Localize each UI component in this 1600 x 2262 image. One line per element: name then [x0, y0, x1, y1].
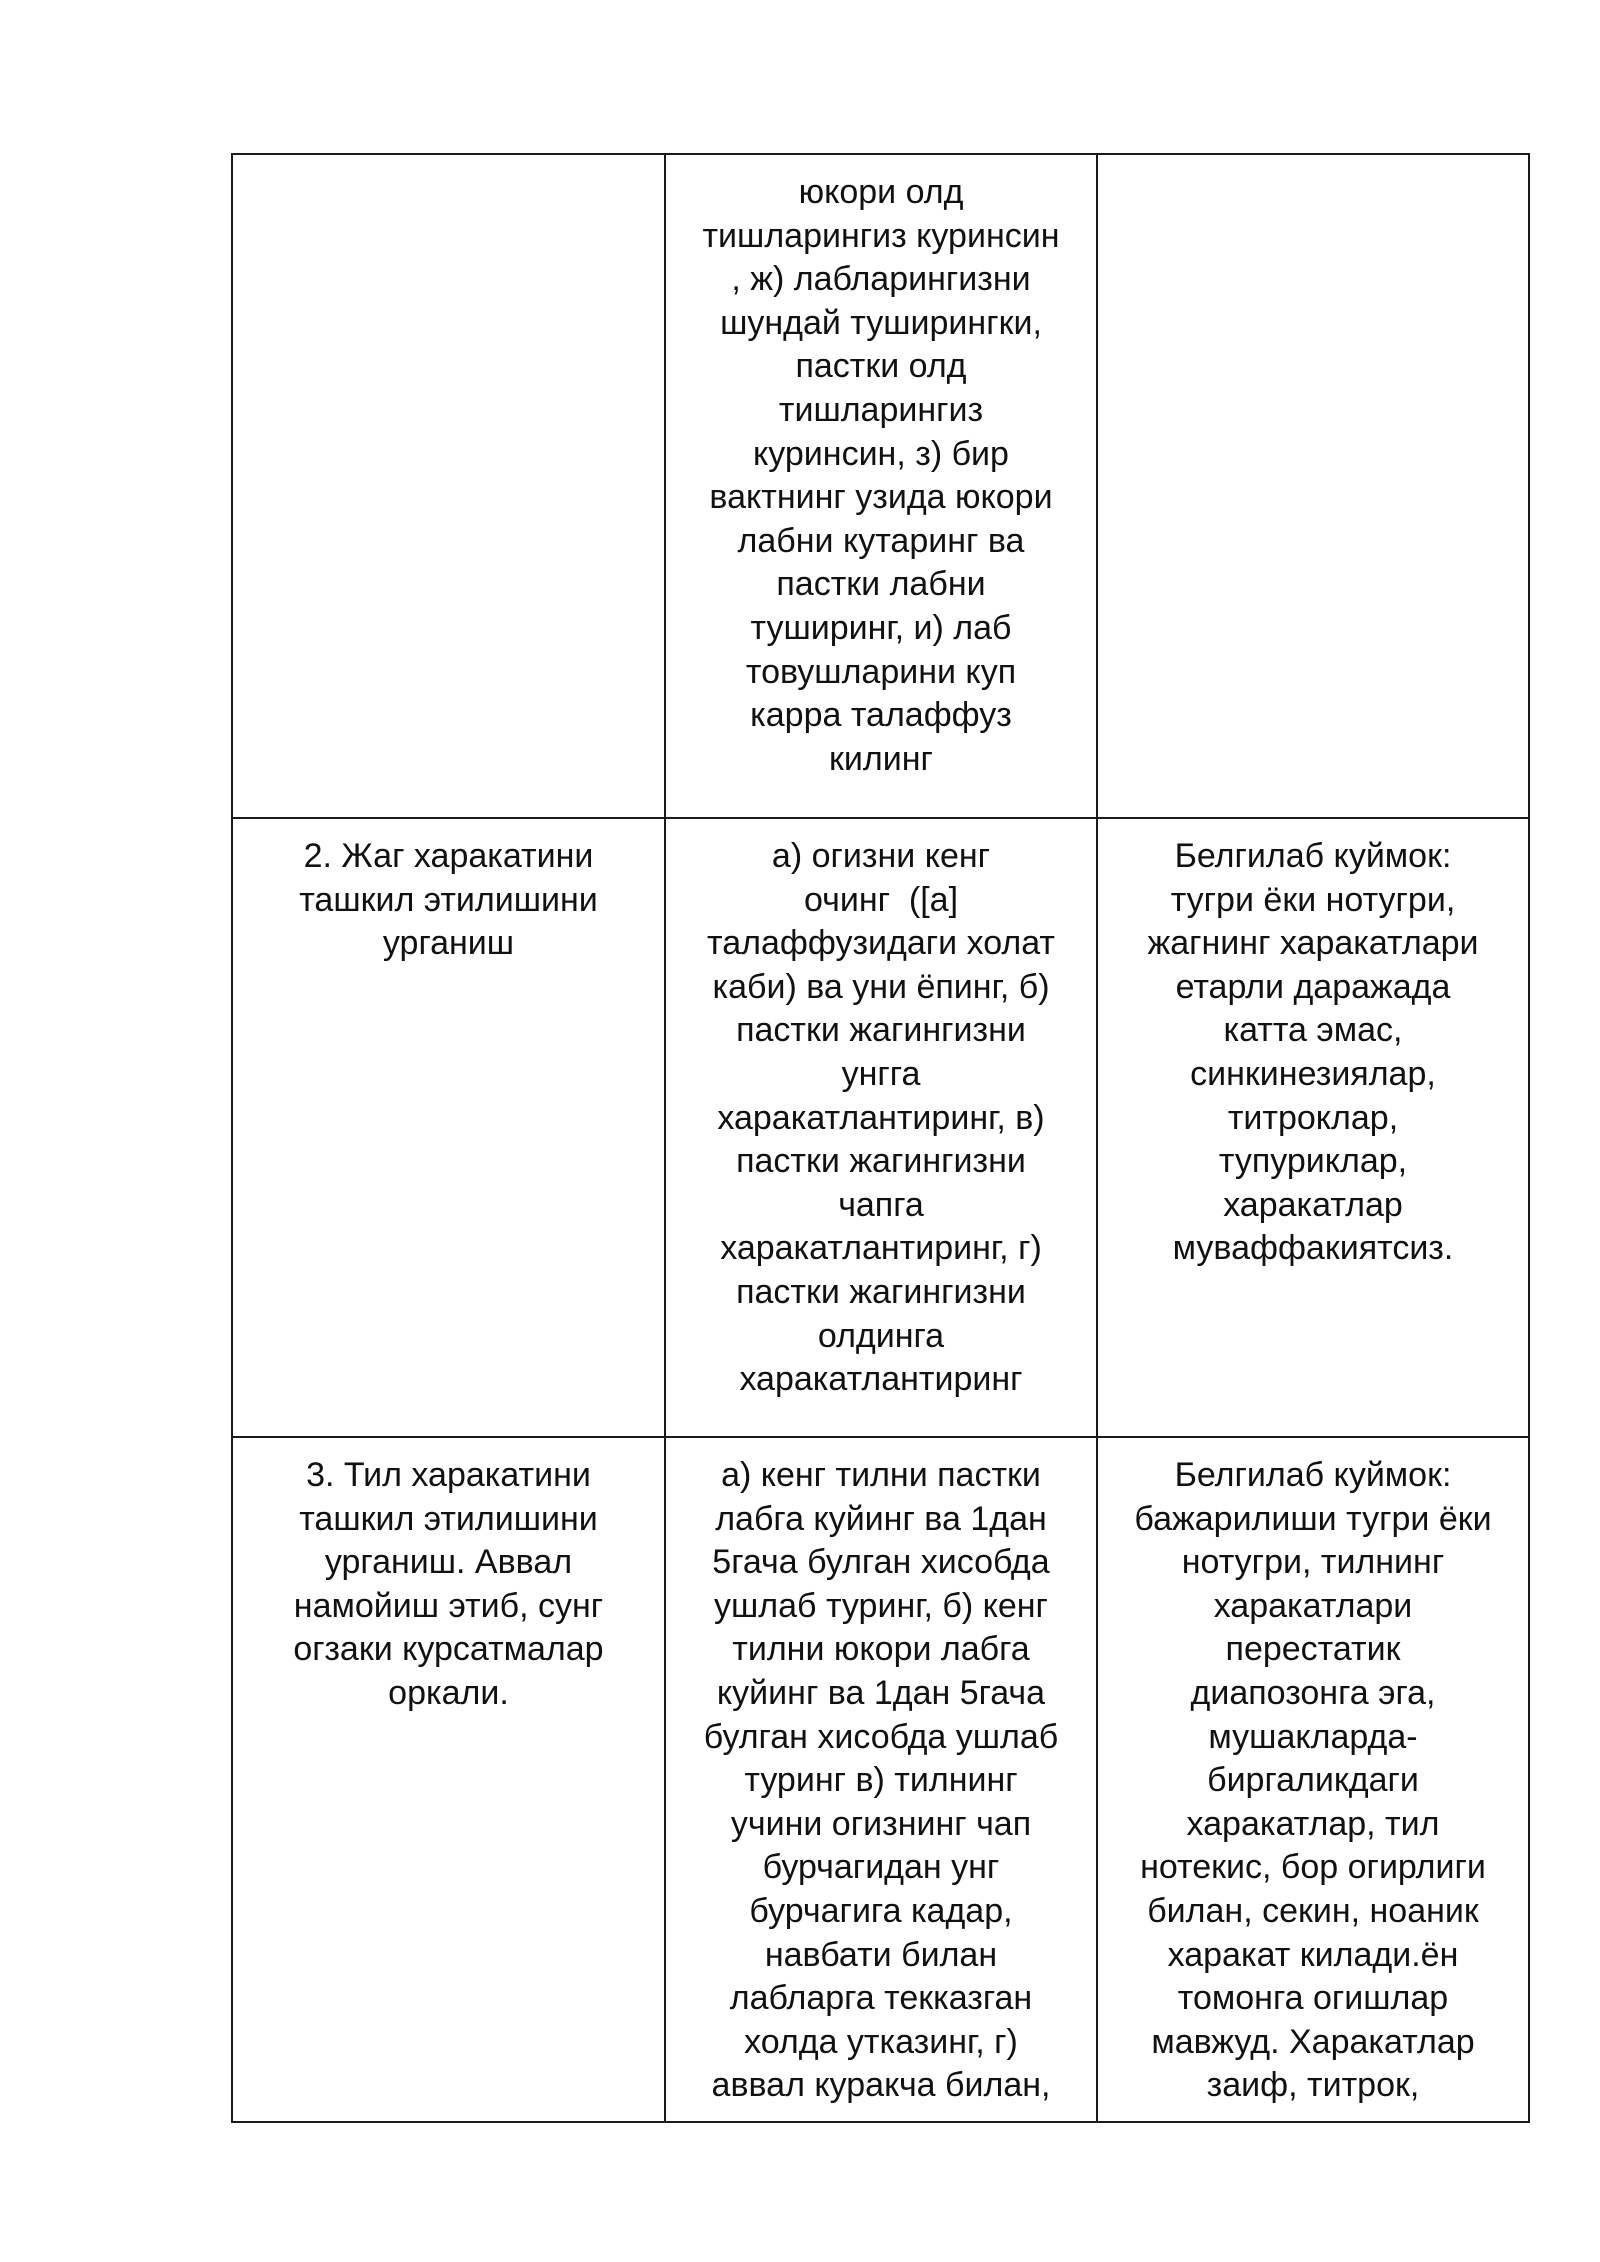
- cell-line: заиф, титрок,: [1206, 2066, 1420, 2105]
- assessment-table: [231, 153, 1530, 2123]
- cell-line: учини огизнинг чап: [730, 1804, 1032, 1843]
- cell-line: булган хисобда ушлаб: [703, 1717, 1059, 1756]
- cell-line: муваффакиятсиз.: [1172, 1229, 1454, 1268]
- cell-line: етарли даражада: [1175, 967, 1451, 1006]
- cell-line: каби) ва уни ёпинг, б): [712, 967, 1050, 1006]
- cell-line: куйинг ва 1дан 5гача: [716, 1673, 1046, 1712]
- cell-line: очинг ([а]: [803, 880, 959, 919]
- cell-line: харакатлар: [1223, 1185, 1403, 1224]
- cell-line: олдинга: [817, 1316, 945, 1355]
- cell-line: тишларингиз: [778, 390, 984, 429]
- cell-line: Белгилаб куймок:: [1174, 837, 1452, 875]
- cell-line: 3. Тил харакатини: [306, 1456, 591, 1494]
- instruction-cell: [665, 1437, 1097, 2122]
- cell-line: харакатлантиринг, в): [717, 1098, 1045, 1137]
- cell-line: ташкил этилишини: [299, 880, 598, 919]
- cell-line: титроклар,: [1227, 1098, 1399, 1137]
- cell-line: пастки жагингизни: [736, 1011, 1026, 1050]
- cell-line: пастки олд: [795, 347, 967, 386]
- cell-line: харакатлантиринг: [739, 1360, 1023, 1399]
- cell-line: катта эмас,: [1223, 1011, 1403, 1050]
- cell-line: урганиш: [382, 924, 515, 963]
- cell-line: лабга куйинг ва 1дан: [715, 1499, 1047, 1538]
- cell-line: туширинг, и) лаб: [750, 608, 1012, 647]
- cell-line: бурчагидан унг: [762, 1848, 1000, 1887]
- cell-line: нотугри, тилнинг: [1181, 1543, 1445, 1582]
- cell-line: чапга: [838, 1185, 924, 1224]
- cell-line: тупуриклар,: [1218, 1142, 1408, 1181]
- cell-line: навбати билан: [764, 1935, 998, 1974]
- cell-line: харакатлар, тил: [1186, 1804, 1440, 1843]
- cell-line: лабларга текказган: [729, 1979, 1033, 2018]
- task-cell: [232, 1437, 665, 2122]
- assessment-cell: [1097, 154, 1529, 818]
- cell-line: 2. Жаг харакатини: [303, 837, 594, 875]
- cell-line: туринг в) тилнинг: [744, 1761, 1018, 1800]
- cell-line: харакатлантиринг, г): [720, 1229, 1042, 1268]
- cell-line: талаффузидаги холат: [707, 924, 1055, 963]
- cell-line: тишларингиз куринсин: [702, 216, 1060, 255]
- cell-line: биргаликдаги: [1207, 1761, 1419, 1800]
- cell-line: килинг: [829, 739, 933, 778]
- cell-line: урганиш. Аввал: [324, 1543, 573, 1582]
- cell-line: холда утказинг, г): [744, 2022, 1018, 2061]
- cell-line: оркали.: [388, 1673, 509, 1712]
- cell-line: юкори олд: [798, 173, 964, 211]
- cell-line: намойиш этиб, сунг: [293, 1586, 604, 1625]
- cell-line: 5гача булган хисобда: [712, 1543, 1050, 1582]
- cell-line: перестатик: [1225, 1630, 1401, 1669]
- cell-line: пастки лабни: [776, 565, 986, 604]
- cell-line: мушакларда-: [1208, 1717, 1418, 1756]
- cell-line: тилни юкори лабга: [732, 1630, 1030, 1669]
- cell-line: товушларини куп: [745, 652, 1017, 691]
- cell-line: шундай туширингки,: [720, 303, 1042, 342]
- cell-line: лабни кутаринг ва: [737, 521, 1025, 560]
- cell-line: пастки жагингизни: [736, 1272, 1026, 1311]
- cell-line: бажарилиши тугри ёки: [1134, 1499, 1492, 1538]
- cell-line: ушлаб туринг, б) кенг: [714, 1586, 1048, 1625]
- cell-line: мавжуд. Харакатлар: [1151, 2022, 1475, 2061]
- cell-line: тугри ёки нотугри,: [1170, 880, 1456, 919]
- cell-line: билан, секин, ноаник: [1147, 1891, 1479, 1930]
- cell-line: вактнинг узида юкори: [709, 478, 1053, 517]
- cell-line: а) огизни кенг: [771, 837, 991, 875]
- cell-line: нотекис, бор огирлиги: [1140, 1848, 1486, 1887]
- instruction-cell: [665, 818, 1097, 1437]
- instruction-cell: [665, 154, 1097, 818]
- cell-line: куринсин, з) бир: [753, 434, 1009, 473]
- cell-line: ташкил этилишини: [299, 1499, 598, 1538]
- task-cell: [232, 154, 665, 818]
- table-row: [232, 818, 1529, 1437]
- table-row: [232, 154, 1529, 818]
- cell-line: а) кенг тилни пастки: [721, 1456, 1041, 1494]
- cell-line: аввал куракча билан,: [711, 2066, 1051, 2105]
- cell-line: харакатлари: [1213, 1586, 1413, 1625]
- cell-line: синкинезиялар,: [1190, 1054, 1436, 1093]
- task-cell: [232, 818, 665, 1437]
- assessment-cell: [1097, 818, 1529, 1437]
- cell-line: карра талаффуз: [750, 696, 1012, 735]
- cell-line: Белгилаб куймок:: [1174, 1456, 1452, 1494]
- cell-line: пастки жагингизни: [736, 1142, 1026, 1181]
- cell-line: жагнинг харакатлари: [1147, 924, 1479, 963]
- table-row: [232, 1437, 1529, 2122]
- cell-line: , ж) лабларингизни: [731, 260, 1031, 299]
- cell-line: унгга: [841, 1054, 921, 1093]
- cell-line: огзаки курсатмалар: [293, 1630, 604, 1669]
- assessment-cell: [1097, 1437, 1529, 2122]
- cell-line: бурчагига кадар,: [749, 1891, 1013, 1930]
- cell-line: диапозонга эга,: [1190, 1673, 1436, 1712]
- cell-line: томонга огишлар: [1177, 1979, 1449, 2018]
- cell-line: харакат килади.ён: [1167, 1935, 1459, 1974]
